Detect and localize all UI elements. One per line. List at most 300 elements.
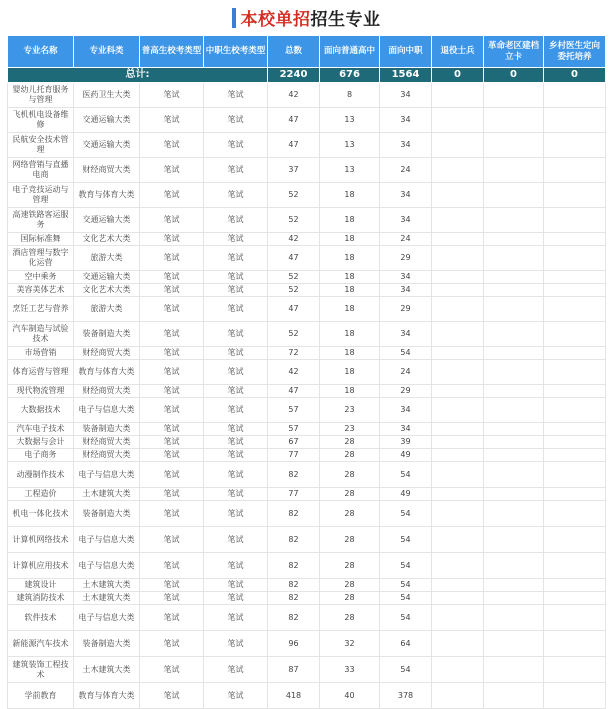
empty-quota-cell	[432, 158, 484, 183]
major-name-cell: 市场营销	[8, 347, 74, 360]
major-name-cell: 计算机网络技术	[8, 527, 74, 553]
category-cell: 交通运输大类	[74, 133, 140, 158]
empty-quota-cell	[484, 108, 544, 133]
header-category: 专业科类	[74, 36, 140, 68]
empty-quota-cell	[484, 436, 544, 449]
table-row	[8, 462, 606, 488]
vocational-quota-cell: 34	[380, 423, 432, 436]
major-name-cell: 新能源汽车技术	[8, 631, 74, 657]
total-general: 676	[320, 68, 380, 83]
general-quota-cell: 18	[320, 322, 380, 347]
vocational-quota-cell: 54	[380, 347, 432, 360]
vocational-quota-cell: 34	[380, 108, 432, 133]
empty-quota-cell	[544, 527, 606, 553]
major-name-cell: 美容美体艺术	[8, 284, 74, 297]
total-veterans: 0	[432, 68, 484, 83]
general-quota-cell: 23	[320, 423, 380, 436]
major-name-cell: 民航安全技术管理	[8, 133, 74, 158]
vocational-quota-cell: 54	[380, 501, 432, 527]
category-cell: 财经商贸大类	[74, 436, 140, 449]
header-total: 总数	[268, 36, 320, 68]
empty-quota-cell	[484, 462, 544, 488]
major-name-cell: 建筑设计	[8, 579, 74, 592]
general-exam-type-cell: 笔试	[140, 158, 204, 183]
empty-quota-cell	[484, 501, 544, 527]
empty-quota-cell	[484, 553, 544, 579]
total-cell: 77	[268, 488, 320, 501]
general-quota-cell: 28	[320, 592, 380, 605]
empty-quota-cell	[432, 133, 484, 158]
major-name-cell: 建筑装饰工程技术	[8, 657, 74, 683]
table-row	[8, 83, 606, 108]
header-major-name: 专业名称	[8, 36, 74, 68]
general-exam-type-cell: 笔试	[140, 449, 204, 462]
empty-quota-cell	[544, 488, 606, 501]
general-exam-type-cell: 笔试	[140, 683, 204, 709]
vocational-exam-type-cell: 笔试	[204, 501, 268, 527]
empty-quota-cell	[484, 683, 544, 709]
category-cell: 文化艺术大类	[74, 233, 140, 246]
category-cell: 装备制造大类	[74, 322, 140, 347]
empty-quota-cell	[544, 158, 606, 183]
empty-quota-cell	[432, 423, 484, 436]
vocational-exam-type-cell: 笔试	[204, 158, 268, 183]
major-name-cell: 酒店管理与数字化运营	[8, 246, 74, 271]
major-name-cell: 软件技术	[8, 605, 74, 631]
total-cell: 82	[268, 553, 320, 579]
general-quota-cell: 28	[320, 579, 380, 592]
general-quota-cell: 13	[320, 108, 380, 133]
major-name-cell: 网络营销与直播电商	[8, 158, 74, 183]
vocational-quota-cell: 54	[380, 605, 432, 631]
category-cell: 交通运输大类	[74, 208, 140, 233]
table-row	[8, 398, 606, 423]
empty-quota-cell	[432, 83, 484, 108]
empty-quota-cell	[544, 398, 606, 423]
general-exam-type-cell: 笔试	[140, 133, 204, 158]
header-vocational-quota: 面向中职	[380, 36, 432, 68]
major-name-cell: 空中乘务	[8, 271, 74, 284]
empty-quota-cell	[484, 233, 544, 246]
empty-quota-cell	[544, 462, 606, 488]
category-cell: 医药卫生大类	[74, 83, 140, 108]
vocational-quota-cell: 34	[380, 271, 432, 284]
empty-quota-cell	[484, 246, 544, 271]
general-quota-cell: 28	[320, 605, 380, 631]
vocational-quota-cell: 34	[380, 133, 432, 158]
general-quota-cell: 18	[320, 360, 380, 385]
general-quota-cell: 28	[320, 436, 380, 449]
empty-quota-cell	[544, 233, 606, 246]
vocational-quota-cell: 34	[380, 83, 432, 108]
general-quota-cell: 18	[320, 297, 380, 322]
general-exam-type-cell: 笔试	[140, 436, 204, 449]
table-row	[8, 553, 606, 579]
general-quota-cell: 13	[320, 133, 380, 158]
empty-quota-cell	[484, 592, 544, 605]
total-cell: 82	[268, 462, 320, 488]
total-cell: 96	[268, 631, 320, 657]
empty-quota-cell	[484, 271, 544, 284]
total-doctor: 0	[544, 68, 606, 83]
vocational-quota-cell: 54	[380, 553, 432, 579]
general-exam-type-cell: 笔试	[140, 233, 204, 246]
total-cell: 52	[268, 271, 320, 284]
table-row	[8, 208, 606, 233]
total-cell: 52	[268, 322, 320, 347]
category-cell: 财经商贸大类	[74, 158, 140, 183]
vocational-exam-type-cell: 笔试	[204, 462, 268, 488]
general-exam-type-cell: 笔试	[140, 284, 204, 297]
table-row	[8, 360, 606, 385]
major-name-cell: 烹饪工艺与营养	[8, 297, 74, 322]
total-cell: 82	[268, 592, 320, 605]
vocational-exam-type-cell: 笔试	[204, 322, 268, 347]
general-exam-type-cell: 笔试	[140, 322, 204, 347]
category-cell: 旅游大类	[74, 246, 140, 271]
page-header	[0, 0, 612, 35]
total-cell: 52	[268, 284, 320, 297]
total-cell: 37	[268, 158, 320, 183]
total-cell: 77	[268, 449, 320, 462]
vocational-quota-cell: 64	[380, 631, 432, 657]
empty-quota-cell	[544, 605, 606, 631]
total-cell: 47	[268, 133, 320, 158]
table-row	[8, 449, 606, 462]
general-quota-cell: 18	[320, 271, 380, 284]
table-row	[8, 683, 606, 709]
empty-quota-cell	[544, 108, 606, 133]
empty-quota-cell	[544, 208, 606, 233]
empty-quota-cell	[432, 657, 484, 683]
vocational-quota-cell: 54	[380, 527, 432, 553]
empty-quota-cell	[432, 284, 484, 297]
vocational-exam-type-cell: 笔试	[204, 233, 268, 246]
empty-quota-cell	[432, 488, 484, 501]
total-cell: 47	[268, 385, 320, 398]
empty-quota-cell	[544, 246, 606, 271]
vocational-exam-type-cell: 笔试	[204, 488, 268, 501]
vocational-quota-cell: 29	[380, 385, 432, 398]
total-cell: 82	[268, 579, 320, 592]
empty-quota-cell	[432, 347, 484, 360]
general-quota-cell: 23	[320, 398, 380, 423]
table-row	[8, 657, 606, 683]
category-cell: 财经商贸大类	[74, 385, 140, 398]
empty-quota-cell	[432, 449, 484, 462]
empty-quota-cell	[484, 322, 544, 347]
general-exam-type-cell: 笔试	[140, 501, 204, 527]
general-quota-cell: 28	[320, 449, 380, 462]
table-row	[8, 423, 606, 436]
major-name-cell: 建筑消防技术	[8, 592, 74, 605]
general-exam-type-cell: 笔试	[140, 553, 204, 579]
major-name-cell: 大数据与会计	[8, 436, 74, 449]
major-name-cell: 电子竞技运动与管理	[8, 183, 74, 208]
vocational-exam-type-cell: 笔试	[204, 183, 268, 208]
category-cell: 电子与信息大类	[74, 462, 140, 488]
category-cell: 电子与信息大类	[74, 527, 140, 553]
empty-quota-cell	[544, 360, 606, 385]
empty-quota-cell	[544, 592, 606, 605]
major-name-cell: 汽车电子技术	[8, 423, 74, 436]
empty-quota-cell	[432, 462, 484, 488]
total-cell: 47	[268, 108, 320, 133]
general-exam-type-cell: 笔试	[140, 83, 204, 108]
general-quota-cell: 18	[320, 208, 380, 233]
general-quota-cell: 40	[320, 683, 380, 709]
vocational-exam-type-cell: 笔试	[204, 631, 268, 657]
empty-quota-cell	[432, 360, 484, 385]
vocational-quota-cell: 24	[380, 158, 432, 183]
vocational-exam-type-cell: 笔试	[204, 605, 268, 631]
total-label: 总计:	[8, 68, 268, 83]
vocational-exam-type-cell: 笔试	[204, 553, 268, 579]
empty-quota-cell	[432, 436, 484, 449]
empty-quota-cell	[432, 297, 484, 322]
total-count: 2240	[268, 68, 320, 83]
vocational-quota-cell: 34	[380, 322, 432, 347]
total-cell: 67	[268, 436, 320, 449]
total-cell: 42	[268, 83, 320, 108]
total-cell: 42	[268, 233, 320, 246]
table-row	[8, 158, 606, 183]
total-cell: 52	[268, 183, 320, 208]
table-row	[8, 108, 606, 133]
vocational-exam-type-cell: 笔试	[204, 436, 268, 449]
header-revolution-area: 革命老区建档立卡	[484, 36, 544, 68]
empty-quota-cell	[432, 631, 484, 657]
empty-quota-cell	[432, 579, 484, 592]
empty-quota-cell	[484, 208, 544, 233]
vocational-exam-type-cell: 笔试	[204, 449, 268, 462]
vocational-exam-type-cell: 笔试	[204, 423, 268, 436]
category-cell: 交通运输大类	[74, 271, 140, 284]
total-cell: 47	[268, 297, 320, 322]
empty-quota-cell	[544, 553, 606, 579]
table-row	[8, 605, 606, 631]
vocational-exam-type-cell: 笔试	[204, 683, 268, 709]
general-exam-type-cell: 笔试	[140, 208, 204, 233]
empty-quota-cell	[484, 385, 544, 398]
table-row	[8, 385, 606, 398]
vocational-quota-cell: 34	[380, 183, 432, 208]
empty-quota-cell	[432, 683, 484, 709]
general-exam-type-cell: 笔试	[140, 579, 204, 592]
category-cell: 装备制造大类	[74, 423, 140, 436]
empty-quota-cell	[484, 284, 544, 297]
total-cell: 82	[268, 605, 320, 631]
general-exam-type-cell: 笔试	[140, 631, 204, 657]
total-revolution: 0	[484, 68, 544, 83]
table-row	[8, 631, 606, 657]
general-exam-type-cell: 笔试	[140, 385, 204, 398]
vocational-quota-cell: 49	[380, 488, 432, 501]
empty-quota-cell	[544, 347, 606, 360]
vocational-quota-cell: 24	[380, 233, 432, 246]
general-exam-type-cell: 笔试	[140, 360, 204, 385]
empty-quota-cell	[484, 398, 544, 423]
empty-quota-cell	[432, 605, 484, 631]
table-row	[8, 436, 606, 449]
title-accent-bar	[232, 8, 236, 28]
empty-quota-cell	[544, 183, 606, 208]
vocational-exam-type-cell: 笔试	[204, 297, 268, 322]
empty-quota-cell	[484, 488, 544, 501]
category-cell: 电子与信息大类	[74, 553, 140, 579]
vocational-exam-type-cell: 笔试	[204, 527, 268, 553]
empty-quota-cell	[544, 449, 606, 462]
table-row	[8, 527, 606, 553]
category-cell: 交通运输大类	[74, 108, 140, 133]
general-exam-type-cell: 笔试	[140, 271, 204, 284]
empty-quota-cell	[432, 322, 484, 347]
empty-quota-cell	[544, 133, 606, 158]
table-row	[8, 592, 606, 605]
table-row	[8, 271, 606, 284]
total-cell: 82	[268, 501, 320, 527]
total-cell: 82	[268, 527, 320, 553]
empty-quota-cell	[484, 449, 544, 462]
vocational-quota-cell: 54	[380, 579, 432, 592]
empty-quota-cell	[484, 605, 544, 631]
empty-quota-cell	[432, 592, 484, 605]
table-row	[8, 284, 606, 297]
vocational-exam-type-cell: 笔试	[204, 133, 268, 158]
general-quota-cell: 28	[320, 501, 380, 527]
vocational-quota-cell: 34	[380, 284, 432, 297]
category-cell: 土木建筑大类	[74, 579, 140, 592]
empty-quota-cell	[544, 297, 606, 322]
category-cell: 财经商贸大类	[74, 449, 140, 462]
vocational-exam-type-cell: 笔试	[204, 271, 268, 284]
empty-quota-cell	[544, 423, 606, 436]
table-header-row	[8, 36, 606, 68]
general-exam-type-cell: 笔试	[140, 462, 204, 488]
empty-quota-cell	[432, 398, 484, 423]
empty-quota-cell	[484, 297, 544, 322]
table-row	[8, 297, 606, 322]
empty-quota-cell	[544, 631, 606, 657]
header-general-exam-type: 普高生校考类型	[140, 36, 204, 68]
category-cell: 土木建筑大类	[74, 657, 140, 683]
vocational-quota-cell: 378	[380, 683, 432, 709]
total-cell: 72	[268, 347, 320, 360]
general-quota-cell: 28	[320, 527, 380, 553]
vocational-exam-type-cell: 笔试	[204, 83, 268, 108]
general-quota-cell: 18	[320, 183, 380, 208]
total-cell: 42	[268, 360, 320, 385]
category-cell: 文化艺术大类	[74, 284, 140, 297]
table-row	[8, 133, 606, 158]
vocational-exam-type-cell: 笔试	[204, 579, 268, 592]
empty-quota-cell	[544, 385, 606, 398]
major-name-cell: 汽车制造与试验技术	[8, 322, 74, 347]
vocational-exam-type-cell: 笔试	[204, 657, 268, 683]
category-cell: 旅游大类	[74, 297, 140, 322]
total-cell: 47	[268, 246, 320, 271]
empty-quota-cell	[484, 657, 544, 683]
vocational-exam-type-cell: 笔试	[204, 592, 268, 605]
empty-quota-cell	[432, 108, 484, 133]
empty-quota-cell	[544, 83, 606, 108]
table-row	[8, 183, 606, 208]
empty-quota-cell	[544, 271, 606, 284]
general-exam-type-cell: 笔试	[140, 297, 204, 322]
general-quota-cell: 18	[320, 385, 380, 398]
major-name-cell: 机电一体化技术	[8, 501, 74, 527]
total-cell: 418	[268, 683, 320, 709]
major-name-cell: 工程造价	[8, 488, 74, 501]
major-name-cell: 计算机应用技术	[8, 553, 74, 579]
category-cell: 电子与信息大类	[74, 398, 140, 423]
empty-quota-cell	[432, 527, 484, 553]
empty-quota-cell	[484, 83, 544, 108]
vocational-quota-cell: 49	[380, 449, 432, 462]
empty-quota-cell	[432, 385, 484, 398]
major-name-cell: 国际标准舞	[8, 233, 74, 246]
table-row	[8, 233, 606, 246]
total-cell: 57	[268, 423, 320, 436]
header-rural-doctor: 乡村医生定向委托培养	[544, 36, 606, 68]
total-cell: 52	[268, 208, 320, 233]
vocational-quota-cell: 24	[380, 360, 432, 385]
general-quota-cell: 8	[320, 83, 380, 108]
empty-quota-cell	[544, 284, 606, 297]
vocational-exam-type-cell: 笔试	[204, 360, 268, 385]
major-name-cell: 大数据技术	[8, 398, 74, 423]
general-exam-type-cell: 笔试	[140, 605, 204, 631]
major-name-cell: 动漫制作技术	[8, 462, 74, 488]
general-exam-type-cell: 笔试	[140, 347, 204, 360]
category-cell: 教育与体育大类	[74, 360, 140, 385]
general-quota-cell: 18	[320, 233, 380, 246]
table-row	[8, 501, 606, 527]
empty-quota-cell	[484, 183, 544, 208]
empty-quota-cell	[544, 579, 606, 592]
category-cell: 装备制造大类	[74, 631, 140, 657]
vocational-quota-cell: 34	[380, 208, 432, 233]
empty-quota-cell	[484, 347, 544, 360]
category-cell: 装备制造大类	[74, 501, 140, 527]
empty-quota-cell	[432, 553, 484, 579]
vocational-quota-cell: 54	[380, 462, 432, 488]
general-exam-type-cell: 笔试	[140, 488, 204, 501]
vocational-quota-cell: 54	[380, 592, 432, 605]
general-quota-cell: 18	[320, 284, 380, 297]
empty-quota-cell	[484, 158, 544, 183]
general-exam-type-cell: 笔试	[140, 108, 204, 133]
total-vocational: 1564	[380, 68, 432, 83]
general-quota-cell: 33	[320, 657, 380, 683]
table-row	[8, 488, 606, 501]
general-quota-cell: 32	[320, 631, 380, 657]
vocational-exam-type-cell: 笔试	[204, 208, 268, 233]
empty-quota-cell	[484, 527, 544, 553]
category-cell: 教育与体育大类	[74, 183, 140, 208]
vocational-quota-cell: 29	[380, 297, 432, 322]
page-title: 本校单招招生专业	[240, 10, 381, 30]
table-row	[8, 246, 606, 271]
general-exam-type-cell: 笔试	[140, 246, 204, 271]
vocational-exam-type-cell: 笔试	[204, 385, 268, 398]
category-cell: 教育与体育大类	[74, 683, 140, 709]
general-quota-cell: 28	[320, 462, 380, 488]
major-name-cell: 婴幼儿托育服务与管理	[8, 83, 74, 108]
major-name-cell: 现代物流管理	[8, 385, 74, 398]
vocational-exam-type-cell: 笔试	[204, 246, 268, 271]
category-cell: 财经商贸大类	[74, 347, 140, 360]
